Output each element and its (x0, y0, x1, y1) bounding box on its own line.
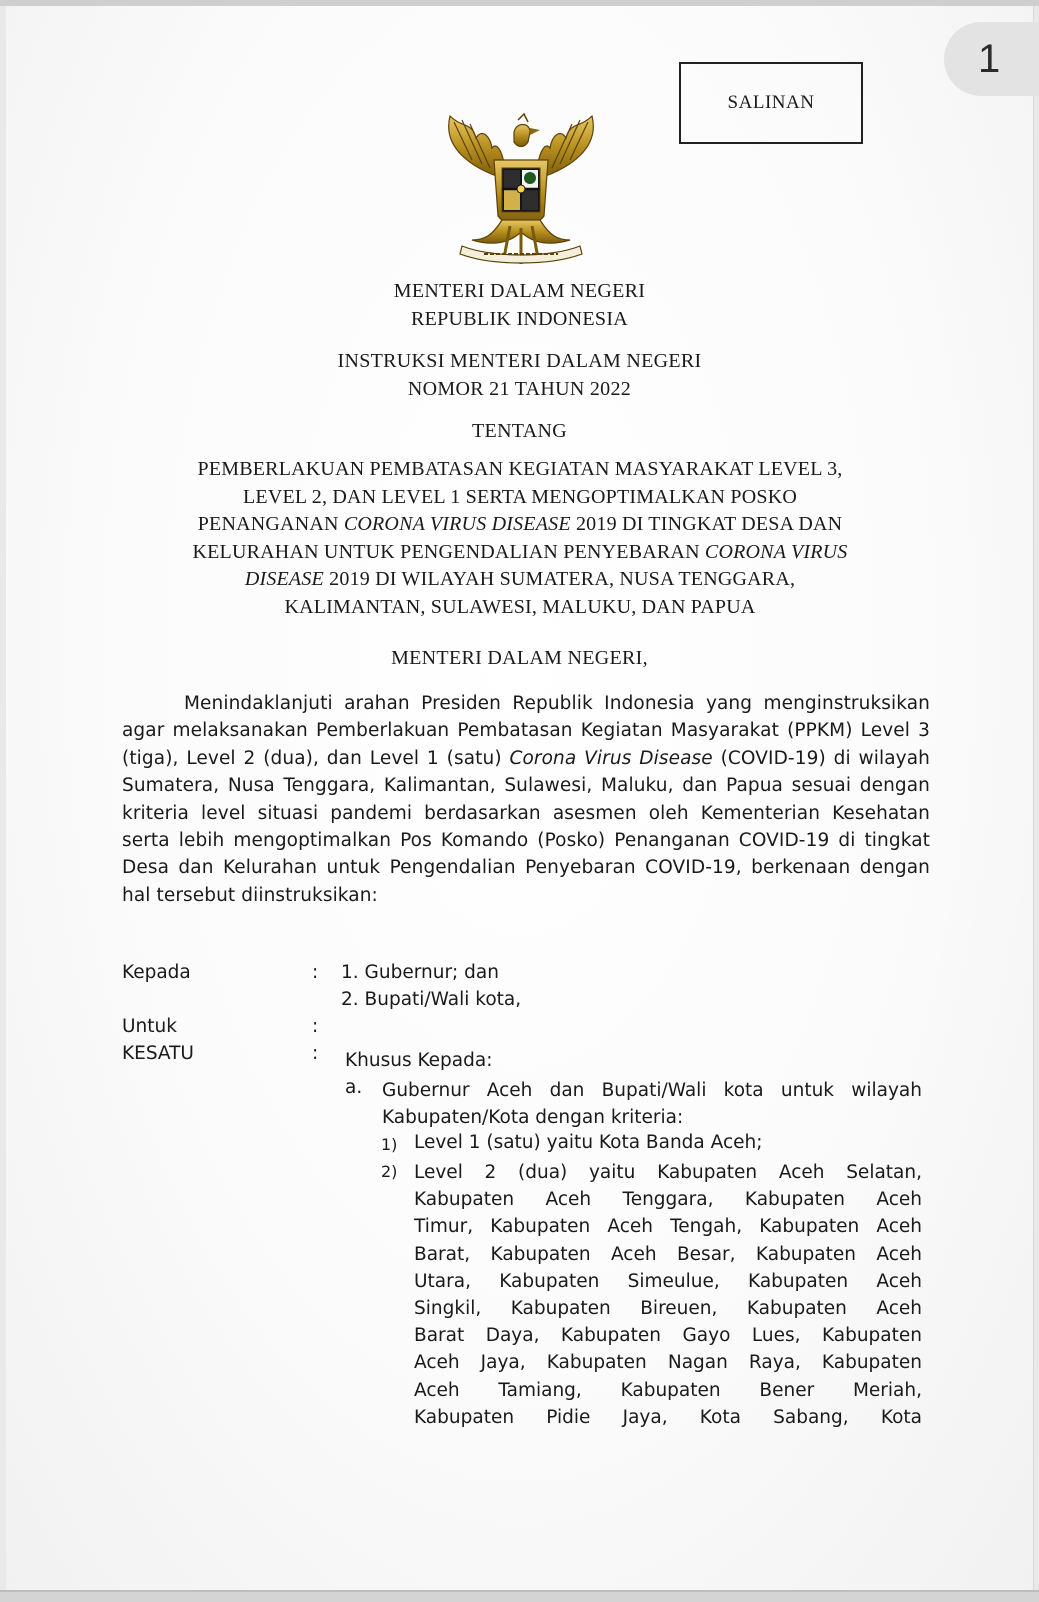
sub-item-1-text: Level 1 (satu) yaitu Kota Banda Aceh; (414, 1132, 763, 1153)
kesatu-colon: : (312, 1043, 319, 1064)
sub-item-2-marker: 2) (381, 1162, 398, 1181)
subject-line-3: PENANGANAN CORONA VIRUS DISEASE 2019 DI TINGKAT DESA DAN (197, 513, 843, 535)
doc-title-line-1: INSTRUKSI MENTERI DALAM NEGERI (337, 350, 702, 372)
salutation: MENTERI DALAM NEGERI, (391, 647, 648, 669)
untuk-label: Untuk (122, 1016, 177, 1037)
recipient-1: 1. Gubernur; dan (341, 962, 499, 983)
tentang-heading: TENTANG (472, 420, 567, 442)
subject-title (140, 456, 900, 621)
item-a-text: Gubernur Aceh dan Bupati/Wali kota untuk wilayah Kabupaten/Kota dengan kriteria: (382, 1080, 922, 1129)
subject-line-5: DISEASE 2019 DI WILAYAH SUMATERA, NUSA TENGGARA, (244, 568, 796, 590)
item-a-marker: a. (345, 1077, 363, 1098)
sub-item-1-marker: 1) (381, 1135, 398, 1154)
kesatu-label: KESATU (122, 1043, 194, 1064)
subject-line-6: KALIMANTAN, SULAWESI, MALUKU, DAN PAPUA (284, 595, 756, 618)
kesatu-heading: Khusus Kepada: (345, 1050, 493, 1071)
doc-number: NOMOR 21 TAHUN 2022 (407, 378, 632, 400)
subject-line-1: PEMBERLAKUAN PEMBATASAN KEGIATAN MASYARAKAT LEVEL 3, (197, 458, 843, 480)
issuer-line-1: MENTERI DALAM NEGERI (393, 280, 646, 302)
sub-item-2-text: Level 2 (dua) yaitu Kabupaten Aceh Selatan, Kabupaten Aceh Tenggara, Kabupaten Aceh Timur, Kabupaten Aceh Tengah, Kabupaten Aceh Barat, Kabupaten Aceh Besar, Kabupaten Aceh Utara, Kabupaten Simeulue, Kabupaten Aceh Singkil, Kabupaten Bireuen, Kabupaten Aceh Barat Daya, Kabupaten Gayo Lues, Kabupaten Aceh Jaya, Kabupaten Nagan Raya, Kabupaten Aceh Tamiang, Kabupaten Bener Meriah, Kabupaten Pidie Jaya, Kota Sabang, Kota (414, 1162, 922, 1428)
kepada-label: Kepada (122, 962, 191, 983)
intro-paragraph: Menindaklanjuti arahan Presiden Republik Indonesia yang menginstruksikan agar melaksanakan Pemberlakuan Pembatasan Kegiatan Masyarakat (PPKM) Level 3 (tiga), Level 2 (dua), dan Level 1 (satu) Corona Virus Disease (COVID-19) di wilayah Sumatera, Nusa Tenggara, Kalimantan, Sulawesi, Maluku, dan Papua sesuai dengan kriteria level situasi pandemi berdasarkan asesmen oleh Kementerian Kesehatan serta lebih mengoptimalkan Pos Komando (Posko) Penanganan COVID-19 di tingkat Desa dan Kelurahan untuk Pengendalian Penyebaran COVID-19, berkenaan dengan hal tersebut diinstruksikan: (122, 693, 930, 906)
subject-line-2: LEVEL 2, DAN LEVEL 1 SERTA MENGOPTIMALKAN POSKO (243, 485, 797, 508)
untuk-colon: : (312, 1016, 319, 1037)
issuer-line-2: REPUBLIK INDONESIA (410, 308, 629, 330)
recipient-2: 2. Bupati/Wali kota, (341, 989, 522, 1010)
page-number-badge: 1 (944, 22, 1039, 96)
garuda-emblem-icon (432, 108, 610, 276)
kepada-colon: : (312, 962, 319, 983)
bottom-edge (0, 1590, 1039, 1602)
salinan-stamp: SALINAN (679, 62, 863, 144)
subject-line-4: KELURAHAN UNTUK PENGENDALIAN PENYEBARAN CORONA VIRUS (192, 540, 848, 563)
